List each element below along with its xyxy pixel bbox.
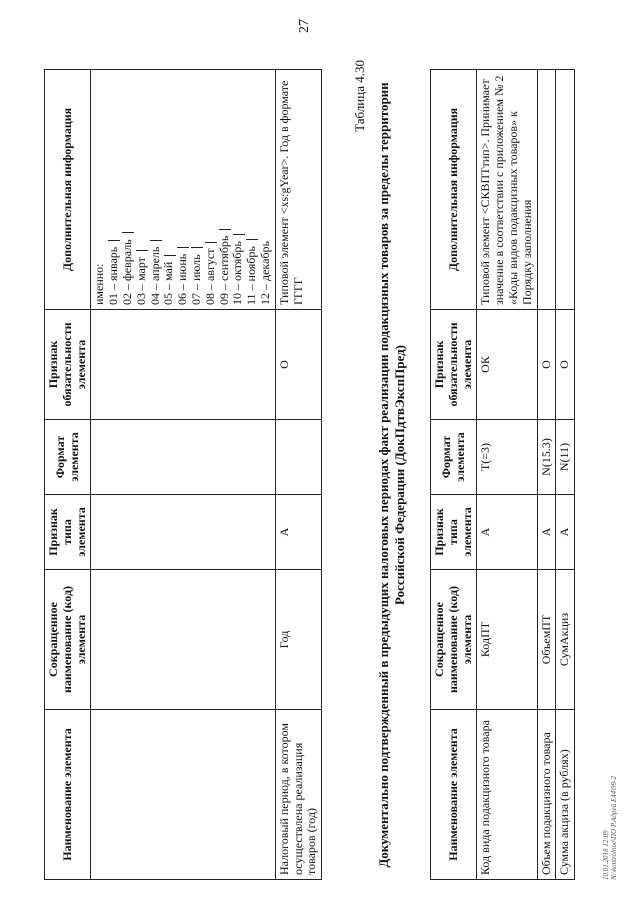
table-row [556, 70, 575, 880]
footer-note [602, 776, 619, 880]
header-format: Формат элемента [45, 420, 91, 495]
header-type: Признак типа элемента [431, 495, 477, 570]
header-format: Формат элемента [431, 420, 477, 495]
cell-empty [91, 495, 275, 570]
cell-required: О [275, 310, 321, 420]
cell-name: Объем подакцизного товара [537, 710, 556, 880]
header-info: Дополнительная информация [431, 70, 477, 310]
footer-line: 10.01.2018 12:09 [602, 830, 610, 880]
cell-required: О [556, 310, 575, 420]
list-item: 04 – апрель [149, 74, 163, 305]
cell-type: А [556, 495, 575, 570]
cell-type: А [537, 495, 556, 570]
cell-format: N(15.3) [537, 420, 556, 495]
header-name: Наименование элемента [45, 710, 91, 880]
table-caption: Таблица 4.30 [352, 60, 367, 132]
cell-required: О [537, 310, 556, 420]
rotated-page-content [22, 40, 619, 880]
table-row-months [91, 70, 275, 880]
list-item: 05 – май [162, 74, 176, 305]
header-code: Сокращенное наименование (код) элемента [45, 570, 91, 710]
cell-name: Налоговый период, в котором осуществлена реализация товаров (год) [275, 710, 321, 880]
cell-code: КодПТ [477, 570, 537, 710]
cell-format: N(11) [556, 420, 575, 495]
header-required: Признак обязательности элемента [45, 310, 91, 420]
cell-name: Код вида подакцизного товара [477, 710, 537, 880]
table-row [275, 70, 321, 880]
header-name: Наименование элемента [431, 710, 477, 880]
cell-empty [91, 710, 275, 880]
header-type: Признак типа элемента [45, 495, 91, 570]
cell-type: А [275, 495, 321, 570]
month-list [91, 70, 275, 310]
list-item: 11 – ноябрь [245, 74, 259, 305]
list-item: 08 – август [204, 74, 218, 305]
table-header-row [431, 70, 477, 880]
header-required: Признак обязательности элемента [431, 310, 477, 420]
header-info: Дополнительная информация [45, 70, 91, 310]
month-intro: именно: [92, 263, 107, 305]
list-item: 01 – январь [107, 74, 121, 305]
list-item: 12 – декабрь [257, 241, 272, 305]
cell-info [537, 70, 556, 310]
cell-empty [91, 570, 275, 710]
cell-empty [91, 420, 275, 495]
cell-info [556, 70, 575, 310]
cell-code: СумАкциз [556, 570, 575, 710]
footer-line: N:\kontrolnoe\ПО Р.Адрей Е44\99-2 [610, 776, 619, 880]
cell-info: Типовой элемент <СКВПТтип>. Принимает значение в соответствии с приложением № 2 «Коды видов подакцизных товаров» к Порядку заполнения [477, 70, 537, 310]
header-code: Сокращенное наименование (код) элемента [431, 570, 477, 710]
cell-required: ОК [477, 310, 537, 420]
cell-name: Сумма акциза (в рублях) [556, 710, 575, 880]
element-table-bottom [430, 69, 575, 880]
cell-type: А [477, 495, 537, 570]
table-header-row [45, 70, 91, 880]
page-number-text: 27 [297, 19, 312, 33]
cell-empty [91, 310, 275, 420]
element-table-top [44, 69, 322, 880]
list-item: 09 – сентябрь [218, 74, 232, 305]
table-row [537, 70, 556, 880]
cell-format [275, 420, 321, 495]
list-item: 02 – февраль [121, 74, 135, 305]
list-item: 07 – июль [190, 74, 204, 305]
cell-info: Типовой элемент <xs:gYear>. Год в формате ГГГГ [275, 70, 321, 310]
list-item: 03 – март [135, 74, 149, 305]
cell-code: ОбъемПТ [537, 570, 556, 710]
table-row [477, 70, 537, 880]
list-item: 06 – июнь [176, 74, 190, 305]
list-item: 10 – октябрь [231, 74, 245, 305]
cell-format: T(=3) [477, 420, 537, 495]
cell-code: Год [275, 570, 321, 710]
section-title: Документально подтвержденный в предыдущих налоговых периодах факт реализации подакцизных товаров за пределы территории Российской Федерации (ДокПдтвЭкспПред) [376, 82, 408, 868]
